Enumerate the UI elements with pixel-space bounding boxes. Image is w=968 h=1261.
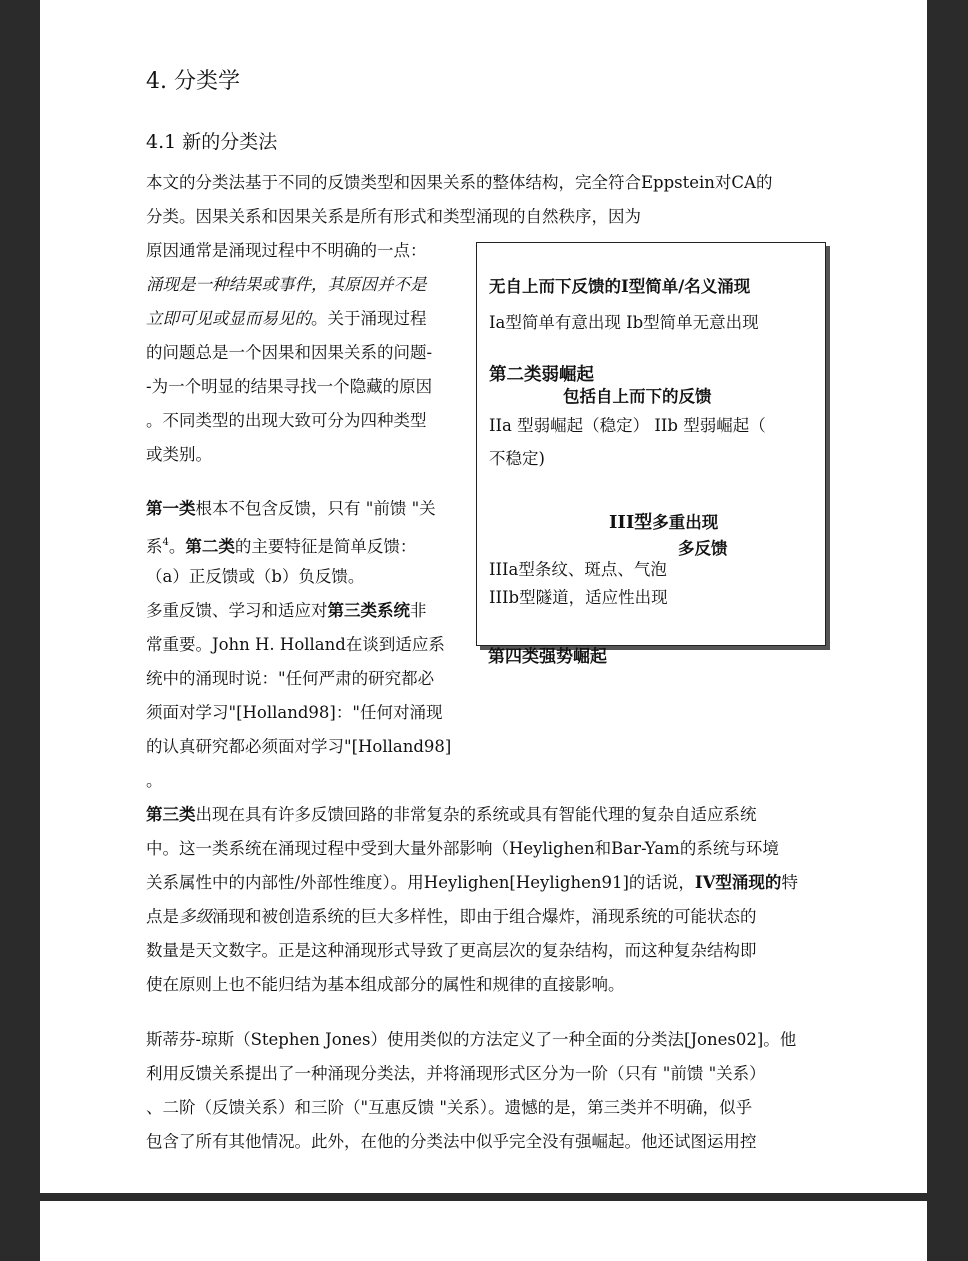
bold-term: 第二类 — [185, 537, 235, 556]
text-line: 本文的分类法基于不同的反馈类型和因果关系的整体结构，完全符合Eppstein对CA的 — [146, 173, 773, 192]
text-line: 斯蒂芬-琼斯（Stephen Jones）使用类似的方法定义了一种全面的分类法[Jones02]。他 — [146, 1030, 797, 1049]
text-span: 特 — [781, 873, 798, 892]
box-type-2-items-cont: 不稳定) — [489, 449, 545, 468]
text-span: 多重反馈、学习和适应对 — [146, 601, 328, 620]
text-line: 。 — [146, 771, 163, 790]
text-span: 。关于涌现过程 — [311, 309, 427, 328]
box-type-2-items: IIa 型弱崛起（稳定） IIb 型弱崛起（ — [489, 416, 766, 435]
text-line: 的问题总是一个因果和因果关系的问题- — [146, 343, 433, 362]
text-span: 根本不包含反馈，只有 "前馈 "关 — [195, 499, 436, 518]
text-span: 多重出现 — [652, 513, 719, 532]
text-line: 、二阶（反馈关系）和三阶（"互惠反馈 "关系）。遗憾的是，第三类并不明确，似乎 — [146, 1098, 753, 1117]
text-span: 点是 — [146, 907, 179, 926]
text-span: 涌现和被创造系统的巨大多样性，即由于组合爆炸，涌现系统的可能状态的 — [212, 907, 757, 926]
left-column-paragraph-2 — [146, 492, 466, 798]
text-span: 的主要特征是简单反馈： — [234, 537, 417, 556]
next-page — [40, 1201, 927, 1261]
box-type-2-subtitle: 包括自上而下的反馈 — [563, 387, 712, 406]
text-line — [146, 526, 466, 560]
left-column-paragraph-1 — [146, 234, 466, 472]
text-line: 使在原则上也不能归结为基本组成部分的属性和规律的直接影响。 — [146, 975, 625, 994]
text-line: 数量是天文数字。正是这种涌现形式导致了更高层次的复杂结构，而这种复杂结构即 — [146, 941, 757, 960]
text-line — [146, 798, 816, 832]
box-type-3-subtitle: 多反馈 — [678, 539, 728, 558]
italic-text: 涌现是一种结果或事件，其原因并不是 — [146, 275, 427, 294]
text-line — [146, 268, 466, 302]
subsection-heading: 4.1 新的分类法 — [146, 131, 278, 153]
text-span: 系 — [146, 537, 163, 556]
document-page — [40, 0, 927, 1193]
text-line: 中。这一类系统在涌现过程中受到大量外部影响（Heylighen和Bar-Yam的系统与环境 — [146, 839, 779, 858]
paragraph-3 — [146, 798, 816, 1002]
footnote-marker[interactable]: 4 — [162, 537, 169, 548]
bold-term: 第三类 — [146, 805, 196, 824]
text-line — [146, 302, 466, 336]
box-type-2-title: 第二类弱崛起 — [489, 365, 594, 385]
text-line: 。不同类型的出现大致可分为四种类型 — [146, 411, 427, 430]
text-line: （a）正反馈或（b）负反馈。 — [146, 567, 365, 586]
text-span: 关系属性中的内部性/外部性维度）。用Heylighen[Heylighen91]的话说， — [146, 873, 695, 892]
text-line: 常重要。John H. Holland在谈到适应系 — [146, 635, 445, 654]
text-line: -为一个明显的结果寻找一个隐藏的原因 — [146, 377, 433, 396]
text-line — [146, 866, 816, 900]
box-type-1-items: Ia型简单有意出现 Ib型简单无意出现 — [489, 313, 759, 332]
text-line: 利用反馈关系提出了一种涌现分类法，并将涌现形式区分为一阶（只有 "前馈 "关系） — [146, 1064, 766, 1083]
taxonomy-box — [476, 242, 826, 646]
text-line: 分类。因果关系和因果关系是所有形式和类型涌现的自然秩序，因为 — [146, 207, 641, 226]
section-heading: 4. 分类学 — [146, 69, 240, 94]
text-line — [146, 594, 466, 628]
text-line: 的认真研究都必须面对学习"[Holland98] — [146, 737, 452, 756]
box-type-1-title: 无自上而下反馈的I型简单/名义涌现 — [489, 277, 751, 296]
paragraph-4 — [146, 1023, 816, 1159]
text-span: 非 — [410, 601, 427, 620]
bold-term: 第一类 — [146, 499, 196, 518]
box-type-4-title: 第四类强势崛起 — [488, 647, 607, 667]
text-span: 出现在具有许多反馈回路的非常复杂的系统或具有智能代理的复杂自适应系统 — [195, 805, 757, 824]
italic-text: 多级 — [179, 907, 212, 926]
text-line: 统中的涌现时说："任何严肃的研究都必 — [146, 669, 435, 688]
text-line — [146, 492, 466, 526]
text-line: 或类别。 — [146, 445, 212, 464]
text-line — [146, 900, 816, 934]
box-type-3-title — [609, 508, 718, 534]
text-line: 原因通常是涌现过程中不明确的一点： — [146, 241, 427, 260]
text-span: III型 — [609, 512, 653, 533]
bold-term: 第三类系统 — [327, 601, 410, 620]
intro-paragraph — [146, 166, 816, 234]
text-line: 包含了所有其他情况。此外，在他的分类法中似乎完全没有强崛起。他还试图运用控 — [146, 1132, 757, 1151]
text-line: 须面对学习"[Holland98]："任何对涌现 — [146, 703, 443, 722]
italic-text: 立即可见或显而易见的 — [146, 309, 311, 328]
text-span: 。 — [168, 537, 186, 556]
bold-term: IV型涌现的 — [694, 873, 782, 892]
box-type-3-item-b: IIIb型隧道，适应性出现 — [489, 588, 668, 607]
box-type-3-item-a: IIIa型条纹、斑点、气泡 — [489, 560, 667, 579]
